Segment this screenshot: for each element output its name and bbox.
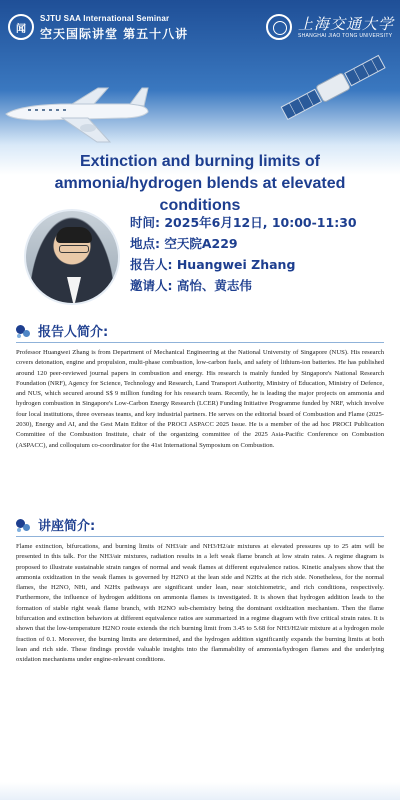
footer-band	[0, 782, 400, 800]
event-speaker: 报告人: Huangwei Zhang	[130, 257, 296, 272]
airplane-icon	[2, 74, 152, 144]
talk-title: Extinction and burning limits of ammonia/hydrogen blends at elevated conditions	[54, 153, 346, 214]
bio-section-title: 报告人简介:	[38, 325, 109, 340]
seminar-logo	[8, 14, 34, 40]
section-divider	[16, 536, 384, 537]
event-info	[130, 212, 392, 296]
section-bullet-icon	[16, 323, 34, 339]
university-seal-icon	[266, 14, 292, 40]
satellite-icon	[274, 52, 394, 122]
seminar-name-cn: 空天国际讲堂 第五十八讲	[40, 27, 189, 41]
abstract-section-header	[16, 515, 95, 534]
abstract-section-title: 讲座简介:	[38, 519, 96, 534]
bio-section-header	[16, 321, 108, 340]
section-divider	[16, 342, 384, 343]
seminar-name-en: SJTU SAA International Seminar	[40, 14, 170, 23]
seminar-logo-glyph: 闻	[16, 23, 26, 35]
speaker-bio-text: Professor Huangwei Zhang is from Department of Mechanical Engineering at the National University of Singapore (NUS). His research covers detonation, engine and propulsion, multi-phase combustion, low-carbon fuels, and safety of lithium-ion batteries. He has published around 120 peer-reviewed journal papers in combustion and energy. His research is mainly funded by Singapore's National Research Foundation (NRF), Agency for Science, Technology and Research, Land Transport Authority, Ministry of Education, Ministry of Defence, and NUS, which secured around S$ 9 million funding for his research team. Recently, he is leading the major projects on ammonia and hydrogen combustion in Singapore's Low-Carbon Energy Research (LCER) Funding Initiative Programme funded by NRF, which involve four local institutions, three overseas teams, and key industrial partners. He serves on the editorial board of Combustion and Flame (2025-2030), Energy and AI, and the Gest Main Editor of the PROCI ASPACC 2025 Issue. He is a member of the ad hoc PROCI Publication Committee of the Combustion Institute, chair of the organizing committee of the 2025 Asia-Pacific Conference on Combustion (ASPACC), and colloquium co-coordinator for the 41st International Symposium on Combustion.	[16, 349, 384, 449]
photo-shirt	[67, 277, 81, 305]
abstract-text: Flame extinction, bifurcations, and burning limits of NH3/air and NH3/H2/air mixtures at elevated pressures up to 25 atm will be presented in this talk. For the NH3/air mixtures, radiation results in a left weak flame branch at low strain rates. A regime diagram is proposed to illustrate sustainable strain ranges of normal and weak flames at different equivalence ratios. Kinetic analyses show that the ammonia oxidization in the weak flames is governed by H2NO at the lean side and N2Hx at the rich side. Nonetheless, for the normal flames, the H2NO, NHi, and N2Hx pathways are significant under lean, near stoichiometric, and rich conditions, respectively. Furthermore, the influence of hydrogen additions on ammonia flames is investigated. It is shown that hydrogen addition leads to the formation of stable right weak flame branch, with H2NO sub-chemistry being the dominant oxidization mechanism. Then the flame bifurcation and extinction behaviors at different equivalence ratios are summarized in a regime diagram with five critical strain rates. It is shown that the low-temperature H2NO route extends the rich burning limit from 3.45 to 5.68 for NH3/H2/air mixture at a hydrogen mole fraction of 0.1. Moreover, the burning limits are determined, and the hydrogen addition significantly expands the burning limits at both lean and rich side. These findings provide valuable insights into the flammability of ammonia/hydrogen flames and the underlying oxidation mechanisms under engine-relevant conditions.	[16, 543, 384, 664]
university-name-en: SHANGHAI JIAO TONG UNIVERSITY	[298, 33, 393, 39]
header-banner	[0, 0, 400, 150]
speaker-photo	[24, 209, 120, 305]
photo-hair	[56, 227, 92, 243]
university-name-cn: 上海交通大学	[298, 15, 395, 33]
event-time: 时间: 2025年6月12日, 10:00-11:30	[130, 215, 357, 230]
section-bullet-icon	[16, 517, 34, 533]
photo-glasses	[59, 245, 89, 253]
event-venue: 地点: 空天院A229	[130, 236, 238, 251]
event-host: 邀请人: 高怡、黄志伟	[130, 278, 252, 293]
